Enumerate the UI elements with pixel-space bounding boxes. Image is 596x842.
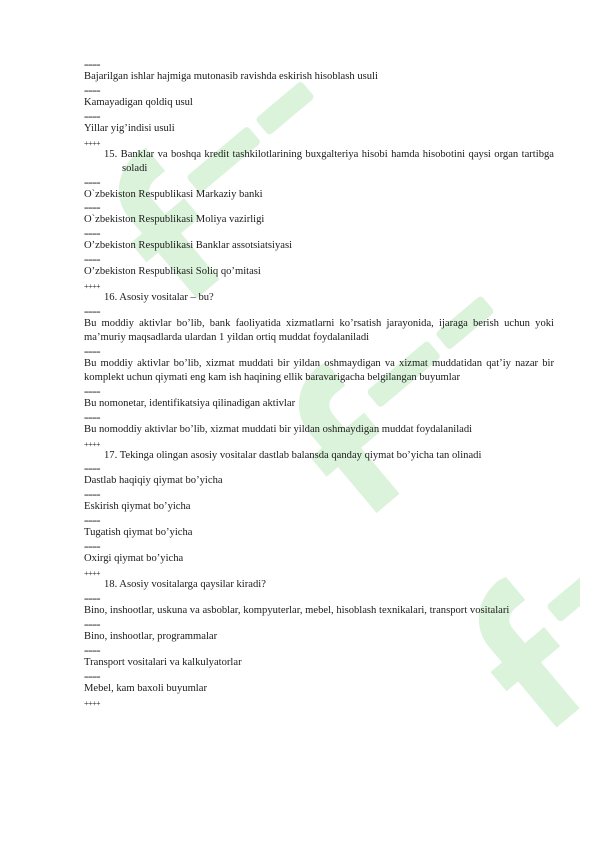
option-separator: ==== <box>84 112 101 122</box>
answer-option: Bino, inshootlar, uskuna va asboblar, kompyuterlar, mebel, hisoblash texnikalari, transport vositalari <box>84 604 510 616</box>
option-separator: ==== <box>84 230 101 240</box>
option-separator: ==== <box>84 308 101 318</box>
option-separator: ==== <box>84 256 101 266</box>
answer-option: O’zbekiston Respublikasi Banklar assotsiatsiyasi <box>84 240 293 252</box>
option-separator: ==== <box>84 178 101 188</box>
option-separator: ==== <box>84 61 101 70</box>
answer-option: Transport vositalari va kalkulyatorlar <box>84 656 242 668</box>
answer-option: Bu nomonetar, identifikatsiya qilinadigan aktivlar <box>84 397 296 409</box>
question-text: 18. Asosiy vositalarga qaysilar kiradi? <box>104 579 266 591</box>
answer-option: Bu nomoddiy aktivlar bo’lib, xizmat muddati bir yildan oshmaydigan muddat foydalaniladi <box>84 423 473 435</box>
answer-option: Bu moddiy aktivlar bo’lib, xizmat muddati bir yildan oshmaydigan va xizmat muddatidan qat’iy nazar bir komplekt uchun qiymati eng kam ish haqining ellik baravarigacha belgilangan buyumlar <box>84 357 554 383</box>
option-separator: ==== <box>84 347 101 357</box>
answer-option: Dastlab haqiqiy qiymat bo’yicha <box>84 475 223 487</box>
option-separator: ==== <box>84 491 101 501</box>
answer-option: Oxirgi qiymat bo’yicha <box>84 553 184 565</box>
answer-option: Bajarilgan ishlar hajmiga mutonasib ravishda eskirish hisoblash usuli <box>84 71 378 82</box>
question-text: 15. Banklar va boshqa kredit tashkilotlarining buxgalteriya hisobi hamda hisobotini qaysi organ tartibga soladi <box>104 148 554 174</box>
answer-option: O`zbekiston Respublikasi Markaziy banki <box>84 188 263 200</box>
option-separator: ==== <box>84 387 101 397</box>
answer-option: O`zbekiston Respublikasi Moliya vazirligi <box>84 214 265 226</box>
answer-option: Bu moddiy aktivlar bo’lib, bank faoliyatida xizmatlarni ko’rsatish jarayonida, ijaraga berish uchun yoki ma’muriy maqsadlarda ulardan 1 yildan ortiq muddat foydalaniladi <box>84 318 554 343</box>
answer-option: Mebel, kam baxoli buyumlar <box>84 682 207 694</box>
question-separator: ++++ <box>84 698 101 708</box>
document-page <box>84 58 554 708</box>
option-separator: ==== <box>84 517 101 527</box>
question-separator: ++++ <box>84 282 101 292</box>
question-text: 17. Tekinga olingan asosiy vositalar dastlab balansda qanday qiymat bo’yicha tan olinadi <box>104 449 482 461</box>
option-separator: ==== <box>84 594 101 604</box>
option-separator: ==== <box>84 413 101 423</box>
option-separator: ==== <box>84 465 101 475</box>
option-separator: ==== <box>84 86 101 96</box>
question-separator: ++++ <box>84 138 101 148</box>
answer-option: Yillar yig’indisi usuli <box>84 122 175 134</box>
option-separator: ==== <box>84 672 101 682</box>
option-separator: ==== <box>84 620 101 630</box>
option-separator: ==== <box>84 646 101 656</box>
answer-option: Kamayadigan qoldiq usul <box>84 96 193 108</box>
answer-option: Eskirish qiymat bo’yicha <box>84 501 191 513</box>
question-text: 16. Asosiy vositalar – bu? <box>104 292 214 304</box>
answer-option: O’zbekiston Respublikasi Soliq qo’mitasi <box>84 266 261 278</box>
option-separator: ==== <box>84 204 101 214</box>
option-separator: ==== <box>84 543 101 553</box>
question-separator: ++++ <box>84 439 101 449</box>
answer-option: Bino, inshootlar, programmalar <box>84 630 218 642</box>
question-separator: ++++ <box>84 569 101 579</box>
answer-option: Tugatish qiymat bo’yicha <box>84 527 193 539</box>
